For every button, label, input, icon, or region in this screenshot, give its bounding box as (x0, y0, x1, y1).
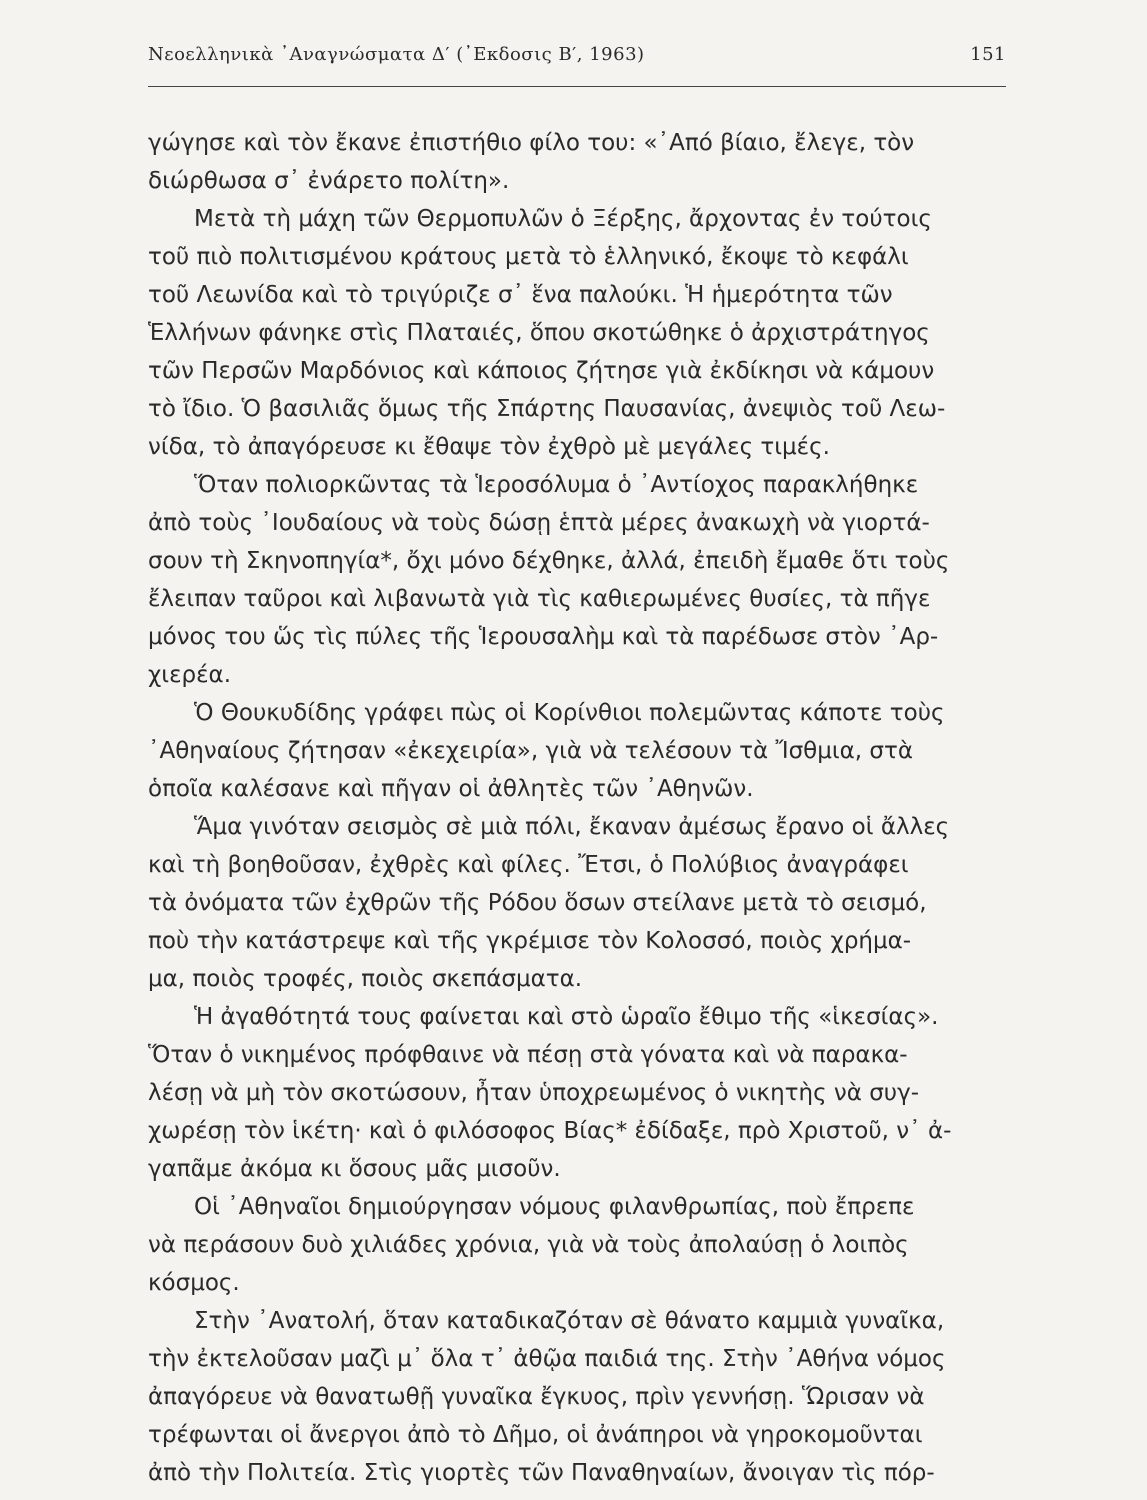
text-line: μα, ποιὸς τροφές, ποιὸς σκεπάσματα. (148, 966, 583, 992)
text-line: Ὅταν ὁ νικημένος πρόφθαινε νὰ πέσῃ στὰ γόνατα καὶ νὰ παρακα- (148, 1042, 908, 1068)
paragraph (148, 124, 1008, 200)
text-line: ἀπὸ τοὺς ᾿Ιουδαίους νὰ τοὺς δώσῃ ἑπτὰ μέρες ἀνακωχὴ νὰ γιορτά- (148, 510, 930, 536)
text-line: διώρθωσα σ᾿ ἐνάρετο πολίτη». (148, 168, 510, 194)
paragraph (148, 808, 1008, 998)
paragraph (148, 466, 1008, 694)
text-line: τὰ ὀνόματα τῶν ἐχθρῶν τῆς Ρόδου ὅσων στείλανε μετὰ τὸ σεισμό, (148, 890, 927, 916)
text-line: Ἡ ἀγαθότητά τους φαίνεται καὶ στὸ ὡραῖο ἔθιμο τῆς «ἱκεσίας». (194, 1004, 939, 1030)
text-line: Ὁ Θουκυδίδης γράφει πὼς οἱ Κορίνθιοι πολεμῶντας κάποτε τοὺς (194, 700, 945, 726)
text-line: ἔλειπαν ταῦροι καὶ λιβανωτὰ γιὰ τὶς καθιερωμένες θυσίες, τὰ πῆγε (148, 586, 931, 612)
text-line: σουν τὴ Σκηνοπηγία*, ὄχι μόνο δέχθηκε, ἀλλά, ἐπειδὴ ἔμαθε ὅτι τοὺς (148, 548, 950, 574)
body-text (148, 124, 1008, 1492)
text-line: μόνος του ὥς τὶς πύλες τῆς Ἱερουσαλὴμ καὶ τὰ παρέδωσε στὸν ᾿Αρ- (148, 624, 939, 650)
text-line: τὴν ἐκτελοῦσαν μαζὶ μ᾿ ὅλα τ᾿ ἀθῷα παιδιά της. Στὴν ᾿Αθήνα νόμος (148, 1346, 946, 1372)
text-line: Ὅταν πολιορκῶντας τὰ Ἱεροσόλυμα ὁ ᾿Αντίοχος παρακλήθηκε (194, 472, 919, 498)
text-line: ὁποῖα καλέσανε καὶ πῆγαν οἱ ἀθλητὲς τῶν ᾿Αθηνῶν. (148, 776, 754, 802)
text-line: τοῦ Λεωνίδα καὶ τὸ τριγύριζε σ᾿ ἕνα παλούκι. Ἡ ἡμερότητα τῶν (148, 282, 893, 308)
text-line: ποὺ τὴν κατάστρεψε καὶ τῆς γκρέμισε τὸν Κολοσσό, ποιὸς χρήμα- (148, 928, 912, 954)
text-line: χωρέσῃ τὸν ἱκέτη· καὶ ὁ φιλόσοφος Βίας* ἐδίδαξε, πρὸ Χριστοῦ, ν᾿ ἀ- (148, 1118, 952, 1144)
paragraph (148, 200, 1008, 466)
text-line: τὸ ἴδιο. Ὁ βασιλιᾶς ὅμως τῆς Σπάρτης Παυσανίας, ἀνεψιὸς τοῦ Λεω- (148, 396, 946, 422)
header-title: Νεοελληνικὰ ᾿Αναγνώσματα Δ′ (᾿Εκδοσις Β′, 1963) (148, 44, 645, 65)
paragraph (148, 1188, 1008, 1302)
running-header (148, 44, 1006, 65)
header-rule (148, 86, 1006, 87)
text-line: τοῦ πιὸ πολιτισμένου κράτους μετὰ τὸ ἑλληνικό, ἔκοψε τὸ κεφάλι (148, 244, 909, 270)
text-line: Ἅμα γινόταν σεισμὸς σὲ μιὰ πόλι, ἔκαναν ἀμέσως ἔρανο οἱ ἄλλες (194, 814, 950, 840)
text-line: γαπᾶμε ἀκόμα κι ὅσους μᾶς μισοῦν. (148, 1156, 561, 1182)
page-number: 151 (970, 44, 1006, 65)
text-line: τῶν Περσῶν Μαρδόνιος καὶ κάποιος ζήτησε γιὰ ἐκδίκησι νὰ κάμουν (148, 358, 935, 384)
text-line: γώγησε καὶ τὸν ἔκανε ἐπιστήθιο φίλο του: «᾿Από βίαιο, ἔλεγε, τὸν (148, 130, 915, 156)
text-line: Μετὰ τὴ μάχη τῶν Θερμοπυλῶν ὁ Ξέρξης, ἄρχοντας ἐν τούτοις (194, 206, 932, 232)
paragraph (148, 694, 1008, 808)
text-line: νὰ περάσουν δυὸ χιλιάδες χρόνια, γιὰ νὰ τοὺς ἀπολαύσῃ ὁ λοιπὸς (148, 1232, 909, 1258)
paragraph (148, 1302, 1008, 1492)
text-line: κόσμος. (148, 1270, 240, 1296)
text-line: λέσῃ νὰ μὴ τὸν σκοτώσουν, ἦταν ὑποχρεωμένος ὁ νικητὴς νὰ συγ- (148, 1080, 920, 1106)
text-line: ᾿Αθηναίους ζήτησαν «ἐκεχειρία», γιὰ νὰ τελέσουν τὰ Ἴσθμια, στὰ (148, 738, 913, 764)
text-line: Στὴν ᾿Ανατολή, ὅταν καταδικαζόταν σὲ θάνατο καμμιὰ γυναῖκα, (194, 1308, 945, 1334)
text-line: Οἱ ᾿Αθηναῖοι δημιούργησαν νόμους φιλανθρωπίας, ποὺ ἔπρεπε (194, 1194, 915, 1220)
text-line: Ἑλλήνων φάνηκε στὶς Πλαταιές, ὅπου σκοτώθηκε ὁ ἀρχιστράτηγος (148, 320, 930, 346)
text-line: ἀπαγόρευε νὰ θανατωθῇ γυναῖκα ἔγκυος, πρὶν γεννήσῃ. Ὥρισαν νὰ (148, 1384, 925, 1410)
text-line: καὶ τὴ βοηθοῦσαν, ἐχθρὲς καὶ φίλες. Ἔτσι, ὁ Πολύβιος ἀναγράφει (148, 852, 909, 878)
text-line: τρέφωνται οἱ ἄνεργοι ἀπὸ τὸ Δῆμο, οἱ ἀνάπηροι νὰ γηροκομοῦνται (148, 1422, 923, 1448)
text-line: νίδα, τὸ ἀπαγόρευσε κι ἔθαψε τὸν ἐχθρὸ μὲ μεγάλες τιμές. (148, 434, 830, 460)
paragraph (148, 998, 1008, 1188)
text-line: χιερέα. (148, 662, 232, 688)
text-line: ἀπὸ τὴν Πολιτεία. Στὶς γιορτὲς τῶν Παναθηναίων, ἄνοιγαν τὶς πόρ- (148, 1460, 935, 1486)
